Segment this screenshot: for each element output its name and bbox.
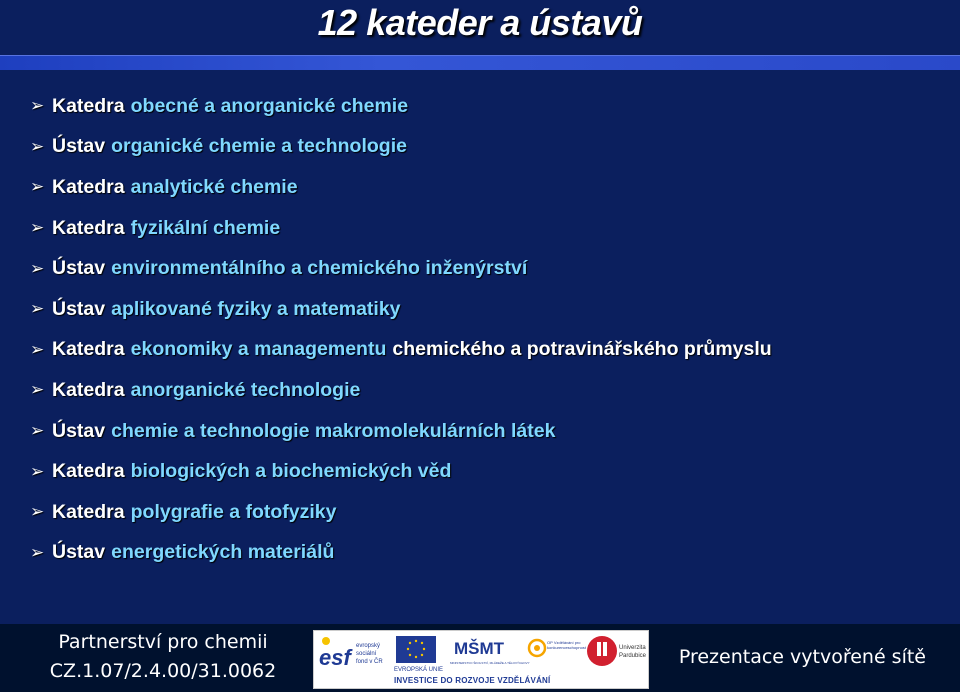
- svg-text:Pardubice: Pardubice: [619, 653, 647, 659]
- arrow-bullet-icon: ➢: [30, 421, 45, 442]
- svg-text:sociální: sociální: [356, 651, 377, 657]
- arrow-bullet-icon: ➢: [30, 299, 45, 320]
- arrow-bullet-icon: ➢: [30, 177, 45, 198]
- svg-text:MŠMT: MŠMT: [454, 639, 505, 658]
- eu-flag-icon: [396, 636, 436, 663]
- list-item: ➢ Katedra polygrafie a fotofyziky: [30, 500, 337, 523]
- list-item: ➢ Katedra analytické chemie: [30, 175, 298, 198]
- arrow-bullet-icon: ➢: [30, 136, 45, 157]
- op-vk-logo-icon: OP Vzdělávání pro konkurenceschopnost: [523, 634, 581, 670]
- arrow-bullet-icon: ➢: [30, 502, 45, 523]
- list-item: ➢ Ústav organické chemie a technologie: [30, 135, 407, 158]
- list-item: ➢ Ústav energetických materiálů: [30, 541, 335, 564]
- arrow-bullet-icon: ➢: [30, 218, 45, 239]
- list-item: ➢ Katedra fyzikální chemie: [30, 216, 281, 239]
- svg-text:EVROPSKÁ UNIE: EVROPSKÁ UNIE: [394, 667, 444, 673]
- department-list: [30, 86, 950, 573]
- arrow-bullet-icon: ➢: [30, 461, 45, 482]
- footer-project-code: CZ.1.07/2.4.00/31.0062: [49, 660, 277, 682]
- arrow-bullet-icon: ➢: [30, 380, 45, 401]
- upce-logo-icon: [586, 633, 647, 673]
- title-bar: [0, 55, 960, 70]
- funding-caption: INVESTICE DO ROZVOJE VZDĚLÁVÁNÍ: [394, 676, 551, 685]
- svg-text:esf: esf: [319, 645, 351, 670]
- msmt-logo-icon: [450, 634, 530, 670]
- arrow-bullet-icon: ➢: [30, 542, 45, 563]
- svg-text:MINISTERSTVO ŠKOLSTVÍ, MLÁDEŽE: MINISTERSTVO ŠKOLSTVÍ, MLÁDEŽE A TĚLOVÝCHOVY: [450, 661, 530, 665]
- footer-network-caption: Prezentace vytvořené sítě: [678, 646, 926, 668]
- svg-text:Univerzita: Univerzita: [619, 645, 646, 651]
- arrow-bullet-icon: ➢: [30, 258, 45, 279]
- list-item: ➢ Ústav aplikované fyziky a matematiky: [30, 297, 401, 320]
- funding-logos: [313, 630, 649, 689]
- list-item: ➢ Katedra biologických a biochemických věd: [30, 460, 452, 483]
- list-item: ➢ Ústav chemie a technologie makromolekulárních látek: [30, 419, 556, 442]
- list-item: ➢ Katedra anorganické technologie: [30, 378, 361, 401]
- list-item: ➢ Ústav environmentálního a chemického inženýrství: [30, 257, 528, 280]
- list-item: ➢ Katedra ekonomiky a managementu chemického a potravinářského průmyslu: [30, 338, 772, 361]
- arrow-bullet-icon: ➢: [30, 96, 45, 117]
- footer-project-name: Partnerství pro chemii: [58, 631, 268, 653]
- svg-text:fond v ČR: fond v ČR: [356, 659, 383, 665]
- svg-text:evropský: evropský: [356, 643, 381, 649]
- eu-caption: [394, 665, 444, 673]
- footer-project: [28, 628, 298, 686]
- list-item: ➢ Katedra obecné a anorganické chemie: [30, 94, 409, 117]
- arrow-bullet-icon: ➢: [30, 339, 45, 360]
- slide-title: 12 kateder a ústavů: [317, 2, 643, 43]
- esf-logo-icon: [318, 635, 388, 673]
